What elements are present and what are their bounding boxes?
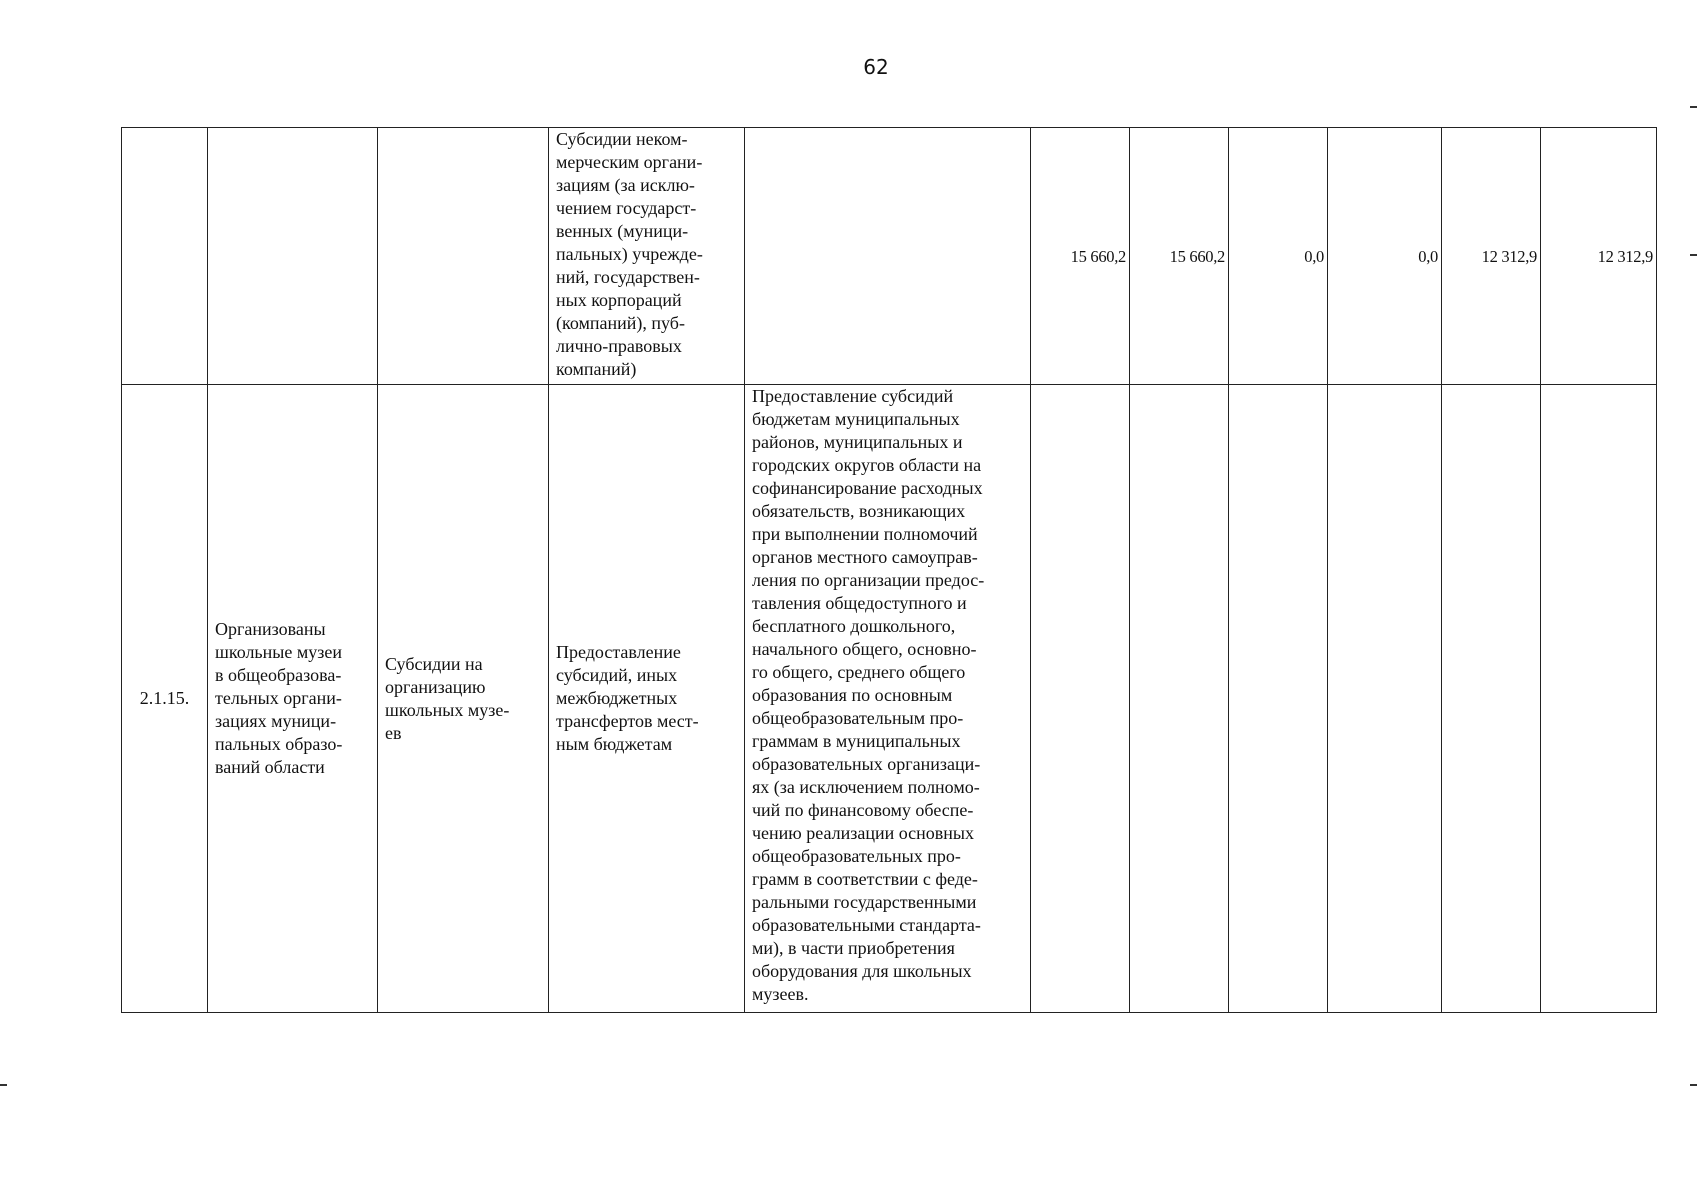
table-row — [122, 128, 1657, 385]
result-cell: Организованы школьные музеи в общеобразова- тельных органи- зациях муници- пальных образо- ваний области — [208, 385, 378, 1013]
description-cell — [745, 128, 1031, 385]
funding-type-cell: Предоставление субсидий, иных межбюджетных трансфертов мест- ным бюджетам — [549, 385, 745, 1013]
value-cell: 12 312,9 — [1541, 128, 1657, 385]
value-cell — [1229, 385, 1328, 1013]
activity-cell: Субсидии на организацию школьных музе- ев — [378, 385, 549, 1013]
table-row — [122, 385, 1657, 1013]
value-cell: 15 660,2 — [1130, 128, 1229, 385]
description-cell: Предоставление субсидий бюджетам муниципальных районов, муниципальных и городских округов области на софинансирование расходных обязательств, возникающих при выполнении полномочий органов местного самоуправ- ления по организации предос- тавления общедоступного и бесплатного дошкольного, начального общего, основно- го общего, среднего общего образования по основным общеобразовательным про- граммам в муниципальных образовательных организаци- ях (за исключением полномо- чий по финансовому обеспе- чению реализации основных общеобразовательных про- грамм в соответствии с феде- ральными государственными образовательными стандарта- ми), в части приобретения оборудования для школьных музеев. — [745, 385, 1031, 1013]
page-number: 62 — [863, 55, 889, 79]
value-cell: 0,0 — [1328, 128, 1442, 385]
value-cell: 0,0 — [1229, 128, 1328, 385]
scan-mark — [0, 1084, 7, 1086]
budget-table — [121, 127, 1657, 1013]
value-cell — [1130, 385, 1229, 1013]
funding-type-cell: Субсидии неком- мерческим органи- зациям (за исклю- чением государст- венных (муници- пальных) учрежде- ний, государствен- ных корпораций (компаний), пуб- лично-правовых компаний) — [549, 128, 745, 385]
result-cell — [208, 128, 378, 385]
activity-cell — [378, 128, 549, 385]
scan-mark — [1690, 106, 1697, 108]
value-cell: 15 660,2 — [1031, 128, 1130, 385]
row-number-cell: 2.1.15. — [122, 385, 208, 1013]
row-number-cell — [122, 128, 208, 385]
value-cell — [1442, 385, 1541, 1013]
value-cell: 12 312,9 — [1442, 128, 1541, 385]
scan-mark — [1690, 254, 1697, 256]
value-cell — [1328, 385, 1442, 1013]
value-cell — [1031, 385, 1130, 1013]
value-cell — [1541, 385, 1657, 1013]
scan-mark — [1690, 1084, 1697, 1086]
